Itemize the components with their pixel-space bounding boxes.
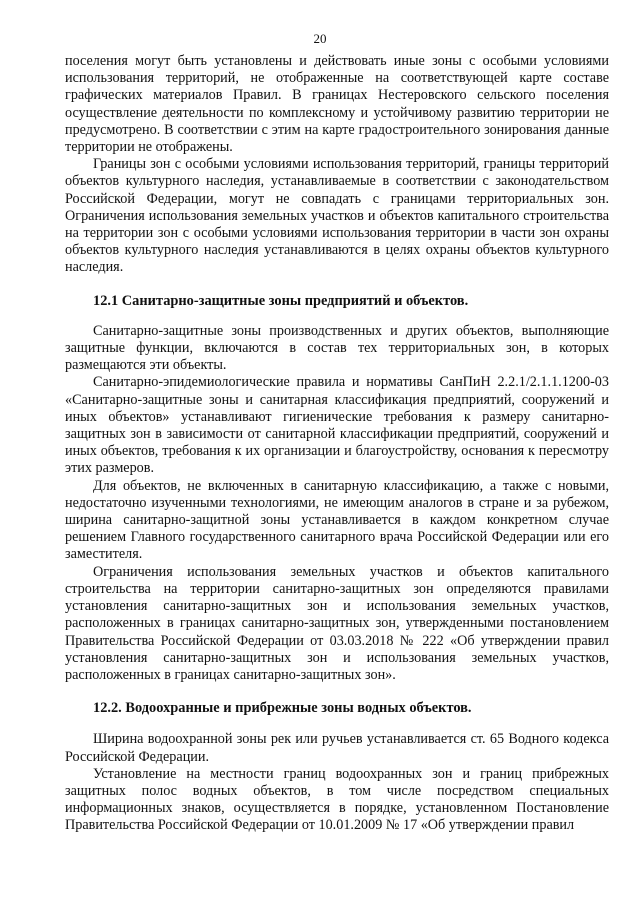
document-body [65,53,609,835]
intro-paragraph-2: Границы зон с особыми условиями использования территорий, границы территорий объектов культурного наследия, устанавливаемые в соответствии с законодательством Российской Федерации, могут не совпадать с границами территориальных зон. Ограничения использования земельных участков и объектов капитального строительства на территории зон с особыми условиями использования территории в части зон охраны объектов культурного наследия устанавливаются в целях охраны объектов культурного наследия. [65,156,609,276]
page-number: 20 [313,31,327,46]
section-12-2-paragraph-1: Ширина водоохранной зоны рек или ручьев устанавливается ст. 65 Водного кодекса Российской Федерации. [65,731,609,765]
section-12-2-heading: 12.2. Водоохранные и прибрежные зоны водных объектов. [93,700,472,717]
section-12-1-heading: 12.1 Санитарно-защитные зоны предприятий и объектов. [93,292,469,309]
section-12-1-paragraph-3: Для объектов, не включенных в санитарную классификацию, а также с новыми, недостаточно изученными технологиями, не имеющим аналогов в стране и за рубежом, ширина санитарно-защитной зоны устанавливается в каждом конкретном случае решением Главного государственного санитарного врача Российской Федерации или его заместителя. [65,477,609,563]
section-12-2-paragraph-2: Установление на местности границ водоохранных зон и границ прибрежных защитных полос водных объектов, в том числе посредством специальных информационных знаков, осуществляется в порядке, установленном Постановление Правительства Российской Федерации от 10.01.2009 № 17 «Об утверждении правил [65,765,609,834]
section-12-1-paragraph-2: Санитарно-эпидемиологические правила и нормативы СанПиН 2.2.1/2.1.1.1200-03 «Санитарно-защитные зоны и санитарная классификация предприятий, сооружений и иных объектов» устанавливают гигиенические требования к размеру санитарно-защитных зон в зависимости от санитарной классификации предприятий, сооружений и иных объектов, требования к их организации и благоустройству, основания к пересмотру этих размеров. [65,374,609,477]
section-12-1-paragraph-4: Ограничения использования земельных участков и объектов капитального строительства на территории санитарно-защитных зон определяются правилами установления санитарно-защитных зон и использования земельных участков, расположенных в границах санитарно-защитных зон, утвержденными постановлением Правительства Российской Федерации от 03.03.2018 № 222 «Об утверждении правил установления санитарно-защитных зон и использования земельных участков, расположенных в границах санитарно-защитных зон». [65,563,609,683]
intro-paragraph-1: поселения могут быть установлены и действовать иные зоны с особыми условиями использования территорий, не отображенные на соответствующей карте составе графических материалов Правил. В границах Нестеровского сельского поселения осуществление деятельности по комплексному и устойчивому развитию территории не предусмотрено. В соответствии с этим на карте градостроительного зонирования данные территории не отображены. [65,53,609,156]
section-12-1-paragraph-1: Санитарно-защитные зоны производственных и других объектов, выполняющие защитные функции, включаются в состав тех территориальных зон, в которых размещаются эти объекты. [65,322,609,374]
